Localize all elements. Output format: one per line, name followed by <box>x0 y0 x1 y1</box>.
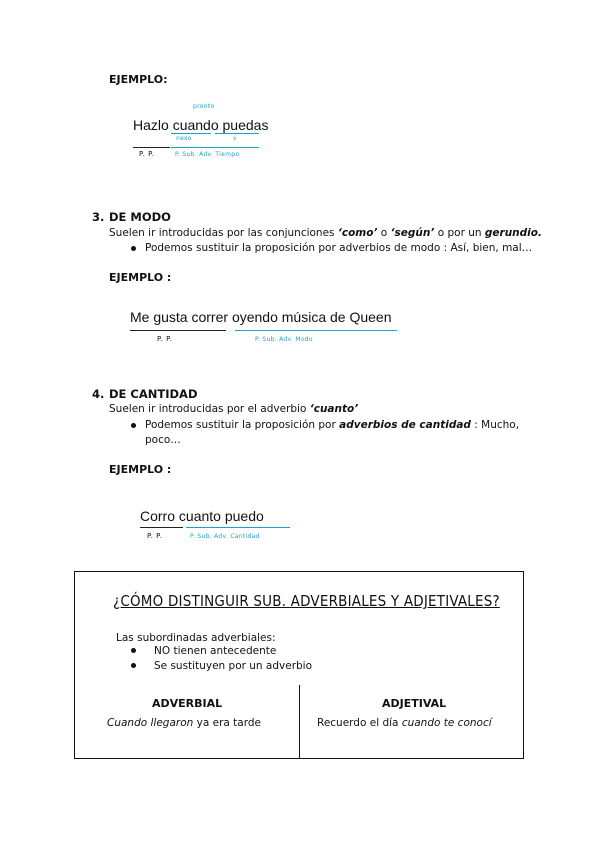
conj-segun: ‘según’ <box>390 227 435 239</box>
section-3-title: DE MODO <box>109 210 171 224</box>
underline-puedas <box>215 133 259 134</box>
bullet-dot <box>131 423 136 428</box>
sub-line-1 <box>171 147 259 148</box>
col-adverbial-example <box>107 716 261 730</box>
pp-label-1: P. P. <box>139 150 155 158</box>
word-hazlo: Hazlo <box>133 117 169 133</box>
section-4-intro <box>109 402 358 416</box>
adverbial-italic: Cuando llegaron <box>107 717 194 729</box>
intro-text-b: o <box>377 227 391 239</box>
underline-cuando <box>171 133 211 134</box>
example-label-4: EJEMPLO : <box>109 463 172 476</box>
word-cuando: cuando <box>172 117 219 133</box>
sub-label-1: P. Sub. Adv. Tiempo <box>175 151 240 158</box>
col-adjetival-example <box>317 716 492 730</box>
adverb-cuanto: ‘cuanto’ <box>309 403 359 415</box>
bullet-dot <box>131 246 136 251</box>
example-sentence-1 <box>133 117 268 133</box>
section-4-number: 4. <box>92 387 105 401</box>
sub-label-4: P. Sub. Adv. Cantidad <box>190 533 260 540</box>
bullet-4-text-a: Podemos sustituir la proposición por <box>145 419 340 431</box>
pp-line-3 <box>130 330 226 331</box>
bullet-4-bold: adverbios de cantidad <box>339 419 471 431</box>
main-clause-4: Corro <box>140 508 176 524</box>
pp-line-1 <box>133 147 170 148</box>
main-clause-3: Me gusta correr <box>130 309 229 325</box>
intro-text-a: Suelen ir introducidas por las conjunciones <box>109 227 338 239</box>
bullet-dot <box>131 663 136 668</box>
example-sentence-4 <box>140 508 264 524</box>
adverbial-rest: ya era tarde <box>193 717 261 729</box>
gerund-word: gerundio. <box>484 227 542 239</box>
annotation-pronto: pronto <box>193 103 215 110</box>
section-3-bullet: Podemos sustituir la proposición por adverbios de modo : Así, bien, mal… <box>145 242 533 254</box>
word-puedas: puedas <box>222 117 269 133</box>
intro-text-c: o por un <box>434 227 485 239</box>
annotation-nexo: nexo <box>176 135 192 142</box>
bullet-dot <box>131 648 136 653</box>
section-4-title: DE CANTIDAD <box>109 387 198 401</box>
bullet-4-text-b: : Mucho, <box>470 419 520 431</box>
pp-line-4 <box>140 527 183 528</box>
box-bullet-2: Se sustituyen por un adverbio <box>154 660 313 672</box>
sub-label-3: P. Sub. Adv. Modo <box>255 336 313 343</box>
example-label-3: EJEMPLO : <box>109 271 172 284</box>
sub-clause-3: oyendo música de Queen <box>231 309 392 325</box>
pp-label-3: P. P. <box>157 335 173 343</box>
sub-line-3 <box>235 330 397 331</box>
column-divider <box>299 685 300 758</box>
box-bullet-1: NO tienen antecedente <box>154 645 277 657</box>
conj-como: ‘como’ <box>337 227 378 239</box>
box-title: ¿CÓMO DISTINGUIR SUB. ADVERBIALES Y ADJETIVALES? <box>113 592 500 610</box>
example-sentence-3 <box>130 309 392 325</box>
sub-clause-4: cuanto puedo <box>178 508 264 524</box>
section-3-number: 3. <box>92 210 105 224</box>
adjetival-rest: Recuerdo el día <box>317 717 402 729</box>
section-3-intro <box>109 226 542 240</box>
box-intro: Las subordinadas adverbiales: <box>116 632 276 644</box>
pp-label-4: P. P. <box>147 532 163 540</box>
section-4-bullet <box>145 418 528 432</box>
col-adverbial-header: ADVERBIAL <box>152 697 223 710</box>
annotation-v: v <box>233 135 237 142</box>
adjetival-italic: cuando te conocí <box>401 717 492 729</box>
col-adjetival-header: ADJETIVAL <box>382 697 447 710</box>
section-4-bullet-cont: poco… <box>145 434 181 446</box>
intro-4-text: Suelen ir introducidas por el adverbio <box>109 403 310 415</box>
sub-line-4 <box>186 527 290 528</box>
example-label: EJEMPLO: <box>109 73 168 86</box>
